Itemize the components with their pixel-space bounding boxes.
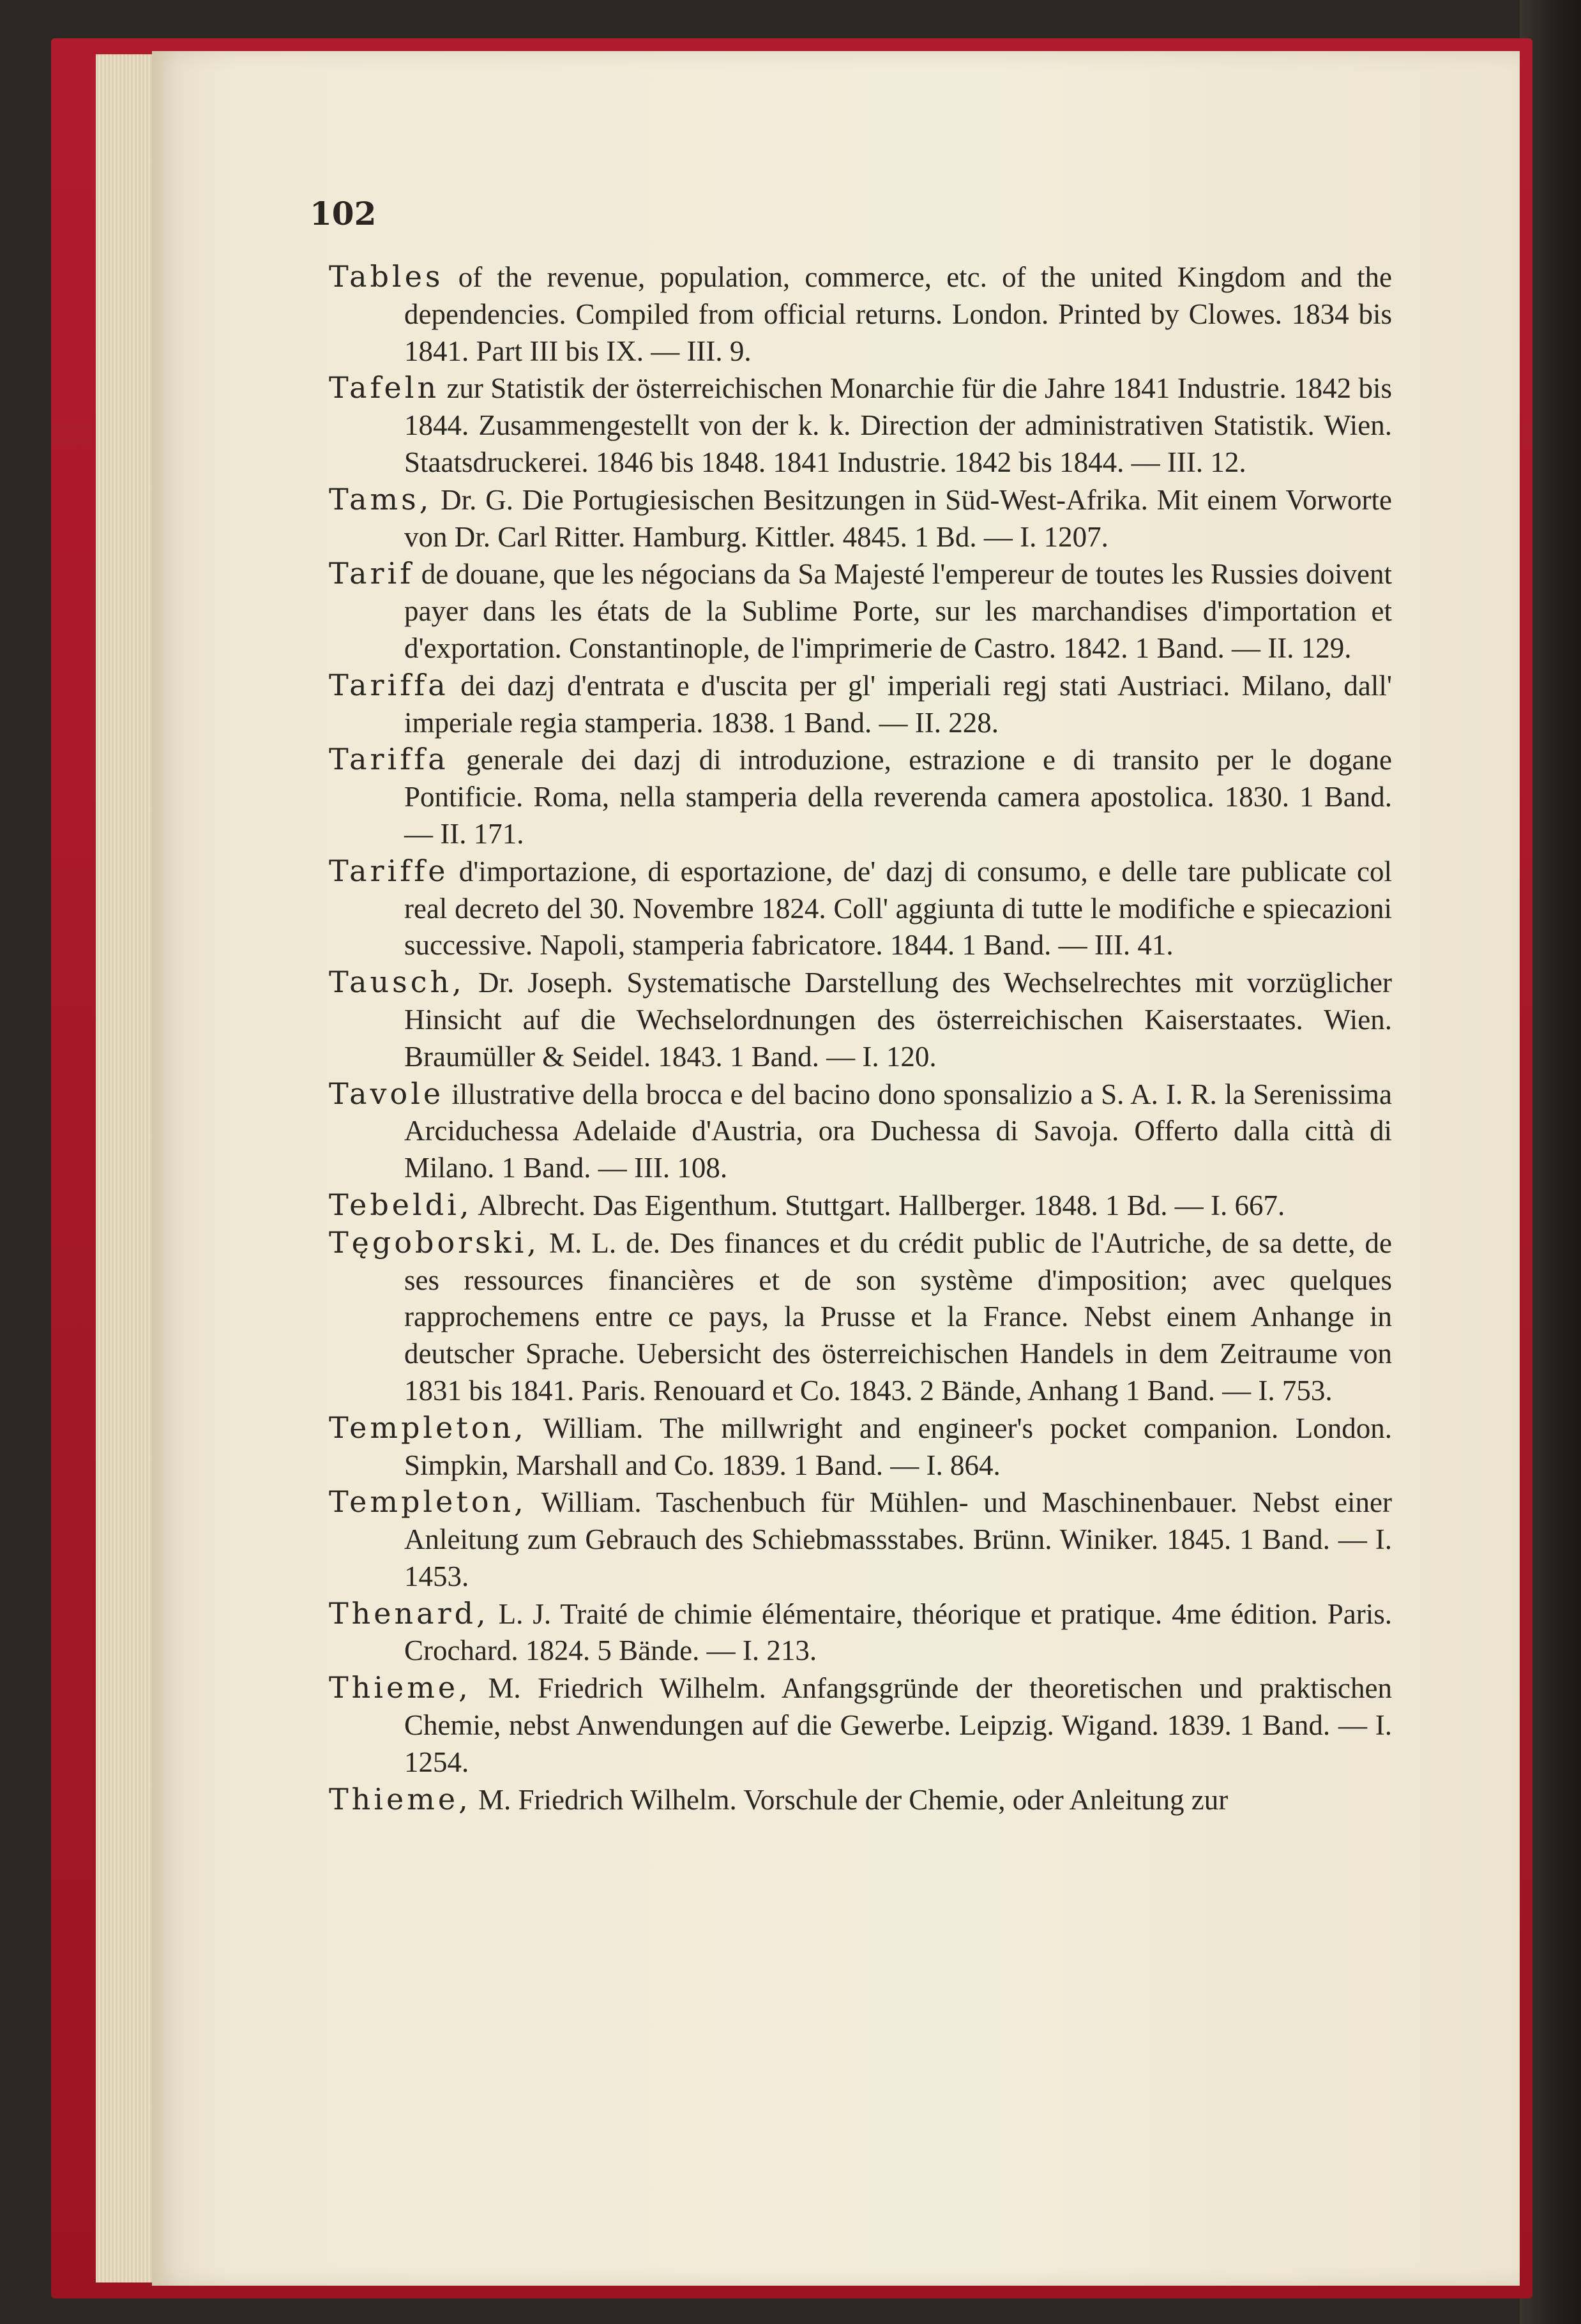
entry-text: William. Taschenbuch für Mühlen- und Maschinenbauer. Nebst einer Anleitung zum Gebrauch des Schiebmassstabes. Brünn. Winiker. 1845. 1 Band. — I. 1453. <box>404 1486 1392 1592</box>
page-number: 102 <box>310 195 377 232</box>
catalog-entry <box>329 1225 1392 1410</box>
entry-heading: Tarif <box>329 556 414 591</box>
entry-heading: Tariffa <box>329 742 449 777</box>
entry-heading: Templeton, <box>329 1484 527 1520</box>
catalog-entry <box>329 555 1392 667</box>
catalog-entry <box>329 964 1392 1075</box>
catalog-entry <box>329 481 1392 556</box>
catalog-entries <box>329 259 1392 1818</box>
entry-text: de douane, que les négocians da Sa Majesté l'empereur de toutes les Russies doivent payer dans les états de la Sublime Porte, sur les marchandises d'importation et d'exportation. Constantinople, de l'imprimerie de Castro. 1842. 1 Band. — II. 129. <box>404 558 1392 664</box>
entry-heading: Tęgoborski, <box>329 1225 540 1260</box>
entry-heading: Templeton, <box>329 1410 527 1445</box>
entry-heading: Thieme, <box>329 1781 471 1816</box>
entry-text: L. J. Traité de chimie élémentaire, théorique et pratique. 4me édition. Paris. Crochard. 1824. 5 Bände. — I. 213. <box>404 1597 1392 1667</box>
entry-heading: Tebeldi, <box>329 1187 473 1222</box>
catalog-entry <box>329 1410 1392 1484</box>
entry-text: William. The millwright and engineer's pocket companion. London. Simpkin, Marshall and Co. 1839. 1 Band. — I. 864. <box>404 1412 1392 1481</box>
entry-heading: Thenard, <box>329 1596 489 1631</box>
catalog-entry <box>329 1484 1392 1595</box>
entry-text: dei dazj d'entrata e d'uscita per gl' imperiali regj stati Austriaci. Milano, dall' imperiale regia stamperia. 1838. 1 Band. — II. 228. <box>404 669 1392 739</box>
catalog-entry <box>329 1781 1392 1819</box>
entry-heading: Tavole <box>329 1076 444 1111</box>
entry-heading: Tausch, <box>329 965 465 1000</box>
entry-text: M. Friedrich Wilhelm. Vorschule der Chemie, oder Anleitung zur <box>471 1783 1229 1816</box>
catalog-entry <box>329 853 1392 964</box>
entry-text: generale dei dazj di introduzione, estrazione e di transito per le dogane Pontificie. Roma, nella stamperia della reverenda camera apostolica. 1830. 1 Band. — II. 171. <box>404 744 1392 850</box>
entry-heading: Tariffe <box>329 853 449 888</box>
entry-heading: Tables <box>329 259 444 294</box>
entry-text: M. L. de. Des finances et du crédit public de l'Autriche, de sa dette, de ses ressources financières et de son système d'imposition; avec quelques rapprochemens entre ce pays, la Prusse et la France. Nebst einem Anhange in deutscher Sprache. Uebersicht des österreichischen Handels in dem Zeitraume von 1831 bis 1841. Paris. Renouard et Co. 1843. 2 Bände, Anhang 1 Band. — I. 753. <box>404 1226 1392 1407</box>
catalog-entry <box>329 1187 1392 1225</box>
catalog-entry <box>329 1076 1392 1187</box>
entry-text: Albrecht. Das Eigenthum. Stuttgart. Hallberger. 1848. 1 Bd. — I. 667. <box>472 1189 1285 1221</box>
entry-text: illustrative della brocca e del bacino dono sponsalizio a S. A. I. R. la Serenissima Arciduchessa Adelaide d'Austria, ora Duchessa di Savoja. Offerto dalla città di Milano. 1 Band. — III. 108. <box>404 1078 1392 1184</box>
catalog-entry <box>329 741 1392 852</box>
entry-heading: Tafeln <box>329 370 440 405</box>
entry-text: Dr. Joseph. Systematische Darstellung des Wechselrechtes mit vorzüglicher Hinsicht auf die Wechselordnungen des österreichischen Kaiserstaates. Wien. Braumüller & Seidel. 1843. 1 Band. — I. 120. <box>404 967 1392 1073</box>
entry-heading: Tams, <box>329 481 432 517</box>
catalog-entry <box>329 667 1392 742</box>
entry-text: d'importazione, di esportazione, de' dazj di consumo, e delle tare publicate col real decreto del 30. Novembre 1824. Coll' aggiunta di tutte le modifiche e spiecazioni successive. Napoli, stamperia fabricatore. 1844. 1 Band. — III. 41. <box>404 855 1392 962</box>
entry-heading: Thieme, <box>329 1670 471 1705</box>
catalog-entry <box>329 370 1392 481</box>
catalog-entry <box>329 1670 1392 1781</box>
entry-heading: Tariffa <box>329 667 449 702</box>
entry-text: of the revenue, population, commerce, etc. of the united Kingdom and the dependencies. Compiled from official returns. London. Printed by Clowes. 1834 bis 1841. Part III bis IX. — III. 9. <box>404 261 1392 367</box>
catalog-entry <box>329 1596 1392 1670</box>
entry-text: M. Friedrich Wilhelm. Anfangsgründe der theoretischen und praktischen Chemie, nebst Anwendungen auf die Gewerbe. Leipzig. Wigand. 1839. 1 Band. — I. 1254. <box>404 1672 1392 1778</box>
page-stack-edge <box>96 54 153 2282</box>
catalog-entry <box>329 259 1392 370</box>
entry-text: Dr. G. Die Portugiesischen Besitzungen in Süd-West-Afrika. Mit einem Vorworte von Dr. Carl Ritter. Hamburg. Kittler. 4845. 1 Bd. — I. 1207. <box>404 483 1392 553</box>
entry-text: zur Statistik der österreichischen Monarchie für die Jahre 1841 Industrie. 1842 bis 1844. Zusammengestellt von der k. k. Direction der administrativen Statistik. Wien. Staatsdruckerei. 1846 bis 1848. 1841 Industrie. 1842 bis 1844. — III. 12. <box>404 372 1392 478</box>
